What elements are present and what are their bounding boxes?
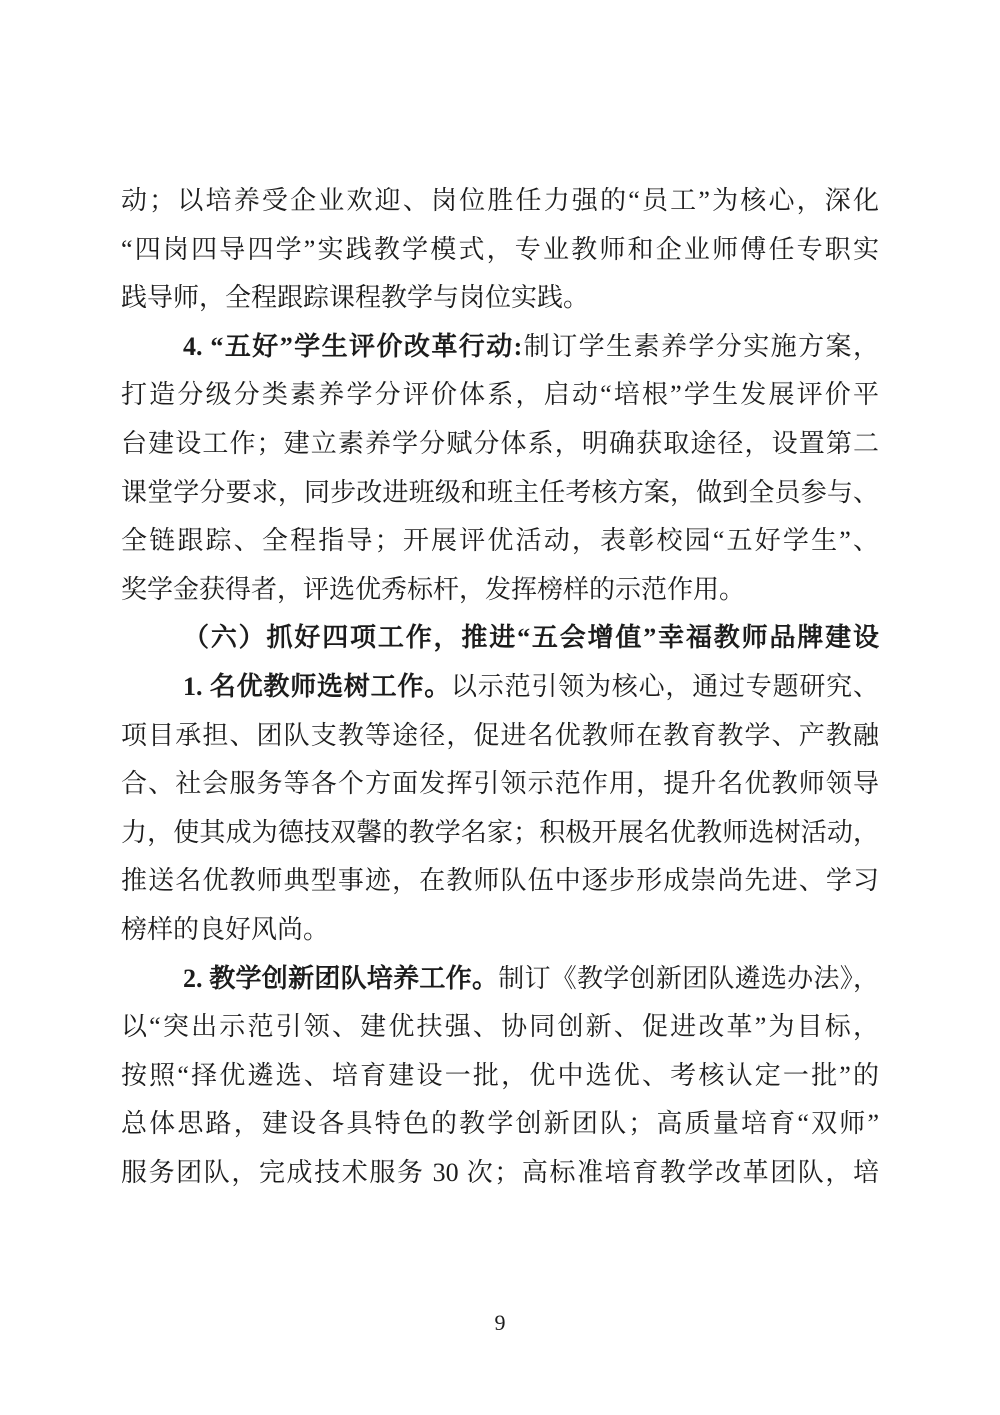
text-line-item-1-heading: [121, 663, 879, 712]
text-line: [121, 760, 879, 809]
line-text-segment: 践导师，全程跟踪课程教学与岗位实践。: [121, 283, 590, 313]
document-body: [121, 177, 879, 1197]
line-text-segment: “四岗四导四学”实践教学模式，专业教师和企业师傅任专职实: [121, 234, 879, 264]
text-line-section-6-heading: [121, 614, 879, 663]
text-line: [121, 809, 879, 858]
text-line: [121, 1149, 879, 1198]
text-line: [121, 177, 879, 226]
line-text-segment: 推送名优教师典型事迹，在教师队伍中逐步形成崇尚先进、学习: [121, 866, 879, 896]
page-number: 9: [494, 1310, 506, 1335]
line-text-segment: 总体思路，建设各具特色的教学创新团队；高质量培育“双师”: [121, 1109, 879, 1139]
line-text-segment: 课堂学分要求，同步改进班级和班主任考核方案，做到全员参与、: [121, 477, 879, 507]
text-line: [121, 712, 879, 761]
line-text-segment: 动；以培养受企业欢迎、岗位胜任力强的“员工”为核心，深化: [121, 186, 879, 215]
line-bold-segment: 1. 名优教师选树工作。: [183, 671, 451, 701]
line-text-segment: 全链跟踪、全程指导；开展评优活动，表彰校园“五好学生”、: [121, 526, 879, 556]
line-text-segment: 以示范引领为核心，通过专题研究、: [451, 671, 879, 701]
text-line: [121, 517, 879, 566]
text-line: [121, 420, 879, 469]
text-line: [121, 226, 879, 275]
text-line-item-2-heading: [121, 955, 879, 1004]
line-text-segment: 制订《教学创新团队遴选办法》，: [498, 963, 879, 993]
text-line: [121, 1100, 879, 1149]
line-text-segment: 以“突出示范引领、建优扶强、协同创新、促进改革”为目标，: [121, 1012, 879, 1042]
text-line: [121, 857, 879, 906]
line-text-segment: 力，使其成为德技双馨的教学名家；积极开展名优教师选树活动，: [121, 817, 879, 847]
line-text-segment: 榜样的良好风尚。: [121, 914, 330, 944]
text-line: [121, 274, 879, 323]
text-line: [121, 1052, 879, 1101]
line-text-segment: 打造分级分类素养学分评价体系，启动“培根”学生发展评价平: [121, 380, 879, 410]
text-line: [121, 566, 879, 615]
line-text-segment: 项目承担、团队支教等途径，促进名优教师在教育教学、产教融: [121, 720, 879, 750]
line-text-segment: 按照“择优遴选、培育建设一批，优中选优、考核认定一批”的: [121, 1060, 879, 1090]
line-bold-segment: 4. “五好”学生评价改革行动:: [183, 331, 523, 361]
line-bold-segment: （六）抓好四项工作，推进“五会增值”幸福教师品牌建设: [183, 623, 879, 653]
text-line: [121, 1003, 879, 1052]
text-line-section-4-heading: [121, 323, 879, 372]
text-line: [121, 469, 879, 518]
line-text-segment: 制订学生素养学分实施方案，: [522, 331, 879, 361]
line-text-segment: 合、社会服务等各个方面发挥引领示范作用，提升名优教师领导: [121, 769, 879, 799]
line-bold-segment: 2. 教学创新团队培养工作。: [183, 963, 499, 993]
line-text-segment: 服务团队，完成技术服务 30 次；高标准培育教学改革团队，培: [121, 1157, 879, 1187]
line-text-segment: 奖学金获得者，评选优秀标杆，发挥榜样的示范作用。: [121, 574, 746, 604]
text-line: [121, 371, 879, 420]
line-text-segment: 台建设工作；建立素养学分赋分体系，明确获取途径，设置第二: [121, 428, 879, 458]
text-line: [121, 906, 879, 955]
